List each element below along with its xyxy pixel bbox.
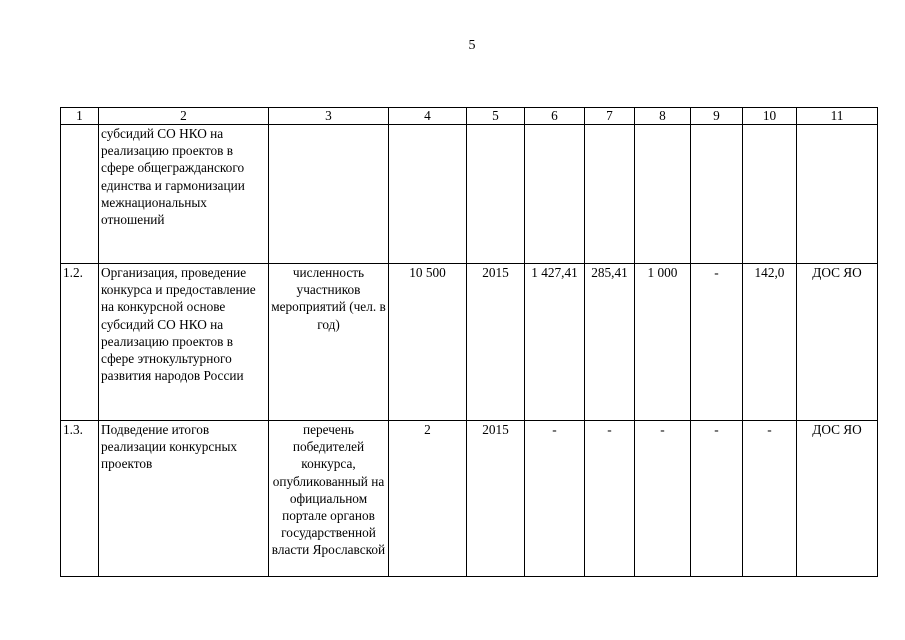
header-cell: 11: [797, 108, 878, 125]
activity-name: субсидий СО НКО на реализацию проектов в сфере общегражданского единства и гармонизации межнациональных отношений: [99, 125, 269, 264]
table-row: [61, 264, 878, 421]
header-cell: 6: [525, 108, 585, 125]
value-cell: 1 427,41: [525, 264, 585, 421]
header-cell: 5: [467, 108, 525, 125]
header-cell: 9: [691, 108, 743, 125]
document-table: [60, 107, 878, 577]
indicator: [269, 125, 389, 264]
value-cell: [691, 125, 743, 264]
header-cell: 8: [635, 108, 691, 125]
header-cell: 2: [99, 108, 269, 125]
value-cell: -: [525, 421, 585, 577]
value-cell: -: [691, 421, 743, 577]
indicator: численность участников мероприятий (чел. в год): [269, 264, 389, 421]
value-cell: 285,41: [585, 264, 635, 421]
value-cell: [585, 125, 635, 264]
year-cell: [467, 125, 525, 264]
row-number: 1.3.: [61, 421, 99, 577]
row-number: 1.2.: [61, 264, 99, 421]
activity-name: Организация, проведение конкурса и предоставление на конкурсной основе субсидий СО НКО на реализацию проектов в сфере этнокультурного развития народов России: [99, 264, 269, 421]
executor-cell: ДОС ЯО: [797, 421, 878, 577]
value-cell: -: [691, 264, 743, 421]
table-row: [61, 125, 878, 264]
header-row: [61, 108, 878, 125]
value-cell: [635, 125, 691, 264]
table-row: [61, 421, 878, 577]
page-number: 5: [468, 38, 476, 53]
executor-cell: [797, 125, 878, 264]
executor-cell: ДОС ЯО: [797, 264, 878, 421]
header-cell: 4: [389, 108, 467, 125]
value-cell: [389, 125, 467, 264]
value-cell: -: [743, 421, 797, 577]
header-cell: 3: [269, 108, 389, 125]
value-cell: -: [585, 421, 635, 577]
header-cell: 1: [61, 108, 99, 125]
header-cell: 10: [743, 108, 797, 125]
value-cell: 142,0: [743, 264, 797, 421]
year-cell: 2015: [467, 421, 525, 577]
year-cell: 2015: [467, 264, 525, 421]
activity-name: Подведение итогов реализации конкурсных проектов: [99, 421, 269, 577]
value-cell: -: [635, 421, 691, 577]
header-cell: 7: [585, 108, 635, 125]
value-cell: 2: [389, 421, 467, 577]
indicator: перечень победителей конкурса, опубликованный на официальном портале органов государственной власти Ярославской: [269, 421, 389, 577]
value-cell: 1 000: [635, 264, 691, 421]
value-cell: [743, 125, 797, 264]
row-number: [61, 125, 99, 264]
value-cell: [525, 125, 585, 264]
value-cell: 10 500: [389, 264, 467, 421]
